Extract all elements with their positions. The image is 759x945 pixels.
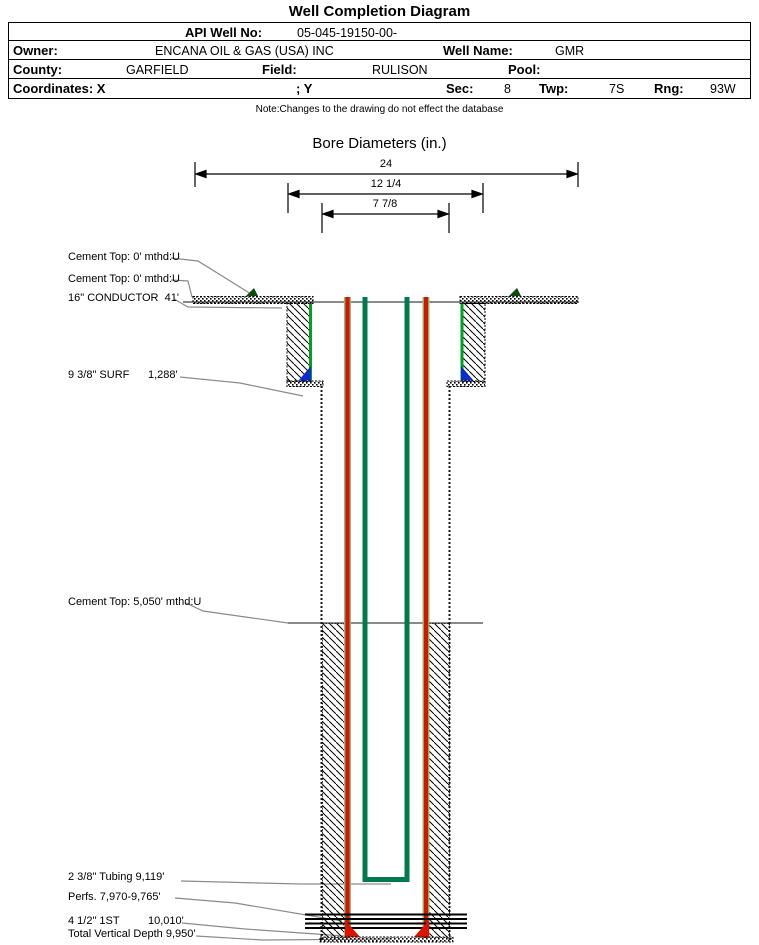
county-label: County: — [13, 62, 63, 77]
cement-top-marker-right — [509, 288, 521, 296]
production-casing-right — [423, 297, 430, 938]
production-cement-right — [429, 624, 450, 938]
owner-value: ENCANA OIL & GAS (USA) INC — [155, 44, 334, 58]
tubing-string — [365, 297, 407, 880]
surface-casing-depth: 1,288' — [148, 369, 178, 381]
cement-top-5050-label: Cement Top: 5,050' mthd:U — [68, 596, 202, 608]
page-title: Well Completion Diagram — [288, 3, 471, 20]
dim-7-78-label: 7 7/8 — [372, 198, 398, 210]
sec-label: Sec: — [446, 81, 474, 96]
pool-label: Pool: — [508, 62, 541, 77]
production-casing-label: 4 1/2" 1ST — [68, 915, 120, 927]
county-value: GARFIELD — [126, 63, 189, 77]
borehole-bottom-bar — [320, 937, 453, 942]
api-well-no-label: API Well No: — [185, 25, 263, 40]
twp-label: Twp: — [539, 81, 569, 96]
sec-value: 8 — [504, 82, 511, 96]
perfs-label: Perfs. 7,970-9,765' — [68, 891, 161, 903]
surface-casing-label: 9 3/8" SURF — [68, 369, 130, 381]
owner-label: Owner: — [13, 43, 58, 58]
well-name-value: GMR — [555, 44, 585, 58]
coordinates-label: Coordinates: X — [13, 81, 106, 96]
rng-value: 93W — [710, 82, 736, 96]
tubing-label: 2 3/8" Tubing 9,119' — [68, 871, 165, 883]
rng-label: Rng: — [654, 81, 684, 96]
step-bar-left — [287, 381, 323, 387]
production-casing-depth: 10,010' — [148, 915, 184, 927]
surface-plate-right — [460, 297, 578, 304]
production-cement-left — [323, 624, 345, 938]
leader-lines — [171, 258, 391, 940]
twp-value: 7S — [609, 82, 625, 96]
table-row-divider — [8, 59, 751, 60]
surface-plate-left — [193, 297, 313, 304]
bore-diameters-title: Bore Diameters (in.) — [312, 135, 447, 152]
production-casing-left — [344, 297, 351, 938]
well-name-label: Well Name: — [443, 43, 513, 58]
cement-top-0-label-2: Cement Top: 0' mthd:U — [68, 273, 180, 285]
api-well-no-value: 05-045-19150-00- — [297, 26, 398, 40]
cement-top-0-label-1: Cement Top: 0' mthd:U — [68, 251, 180, 263]
surface-cement-block-left — [287, 304, 311, 382]
surface-cement-block-right — [461, 304, 485, 382]
table-row-divider — [8, 78, 751, 79]
table-row-divider — [8, 40, 751, 41]
step-bar-right — [447, 381, 485, 387]
dim-24-label: 24 — [379, 158, 393, 170]
tvd-label: Total Vertical Depth 9,950' — [68, 928, 196, 940]
coordinates-y-label: ; Y — [296, 81, 313, 96]
field-value: RULISON — [372, 63, 428, 77]
conductor-label: 16" CONDUCTOR 41' — [68, 292, 179, 304]
dim-12-14-label: 12 1/4 — [370, 178, 402, 190]
database-note: Note:Changes to the drawing do not effect the database — [255, 104, 504, 115]
field-label: Field: — [262, 62, 297, 77]
